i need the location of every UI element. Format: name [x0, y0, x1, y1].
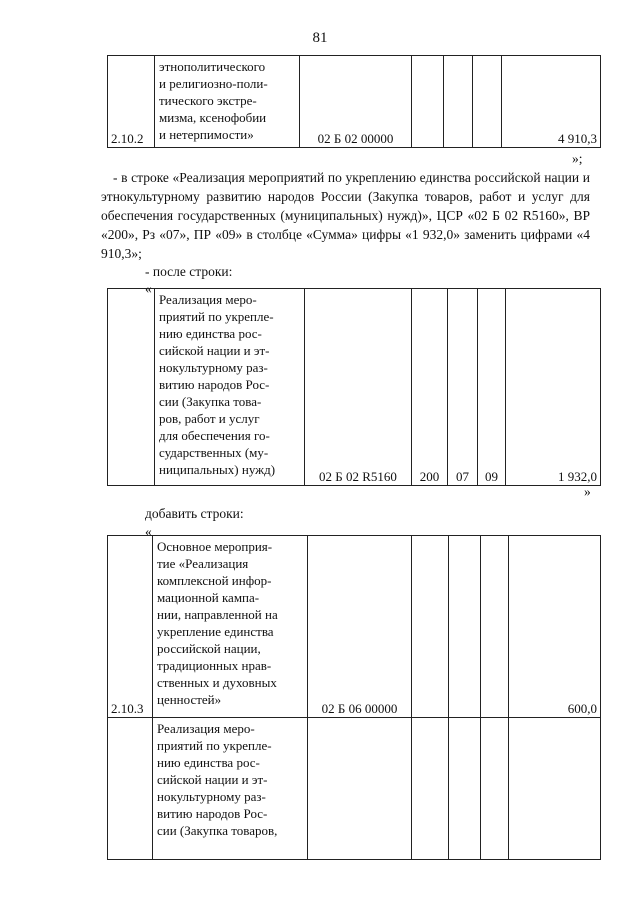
csr-code: 02 Б 02 00000 [300, 56, 412, 148]
row-description: Основное мероприя- тие «Реализация комплексной инфор- мационной кампа- нии, направленной на укрепление единства российской нации, традиционных нрав- ственных и духовных ценностей» [153, 536, 308, 718]
row-number: 2.10.3 [108, 536, 153, 718]
pr-code [481, 718, 509, 860]
csr-code: 02 Б 02 R5160 [305, 289, 412, 486]
row-description: этнополитического и религиозно-поли- тического экстре- мизма, ксенофобии и нетерпимости» [155, 56, 300, 148]
closing-quote: »; [572, 151, 583, 166]
csr-code: 02 Б 06 00000 [308, 536, 412, 718]
pr-code [473, 56, 502, 148]
sum-value: 1 932,0 [506, 289, 601, 486]
rz-code: 07 [448, 289, 478, 486]
rz-code [444, 56, 473, 148]
budget-table-3 [107, 535, 601, 860]
rz-code [449, 718, 481, 860]
opening-quote: « [145, 281, 152, 296]
sum-value: 4 910,3 [502, 56, 601, 148]
closing-quote: » [584, 484, 591, 499]
table-row [108, 289, 601, 486]
table-row [108, 718, 601, 860]
table-row [108, 56, 601, 148]
pr-code [481, 536, 509, 718]
sum-value: 600,0 [509, 536, 601, 718]
row-description: Реализация меро- приятий по укрепле- нию единства рос- сийской нации и эт- нокультурному раз- витию народов Рос- сии (Закупка товаров, [153, 718, 308, 860]
after-row-label: - после строки: [145, 264, 233, 279]
page-number: 81 [312, 30, 328, 46]
sum-value [509, 718, 601, 860]
budget-table-1 [107, 55, 601, 148]
table-row [108, 536, 601, 718]
pr-code: 09 [478, 289, 506, 486]
opening-quote: « [145, 524, 152, 539]
vr-code: 200 [412, 289, 448, 486]
budget-table-2 [107, 288, 601, 486]
rz-code [449, 536, 481, 718]
csr-code [308, 718, 412, 860]
vr-code [412, 718, 449, 860]
amendment-paragraph: - в строке «Реализация мероприятий по укреплению единства российской нации и этнокультурному развитию народов России (Закупка товаров, работ и услуг для обеспечения государственных (муниципальных) нужд)», ЦСР «02 Б 02 R5160», ВР «200», Рз «07», ПР «09» в столбце «Сумма» цифры «1 932,0» заменить цифрами «4 910,3»; [101, 170, 590, 261]
add-rows-label: добавить строки: [145, 506, 244, 521]
vr-code [412, 536, 449, 718]
row-number [108, 289, 155, 486]
row-number [108, 718, 153, 860]
row-number: 2.10.2 [108, 56, 155, 148]
row-description: Реализация меро- приятий по укрепле- нию единства рос- сийской нации и эт- нокультурному раз- витию народов Рос- сии (Закупка това- ров, работ и услуг для обеспечения го- сударственных (му- ниципальных) нужд) [155, 289, 305, 486]
vr-code [412, 56, 444, 148]
